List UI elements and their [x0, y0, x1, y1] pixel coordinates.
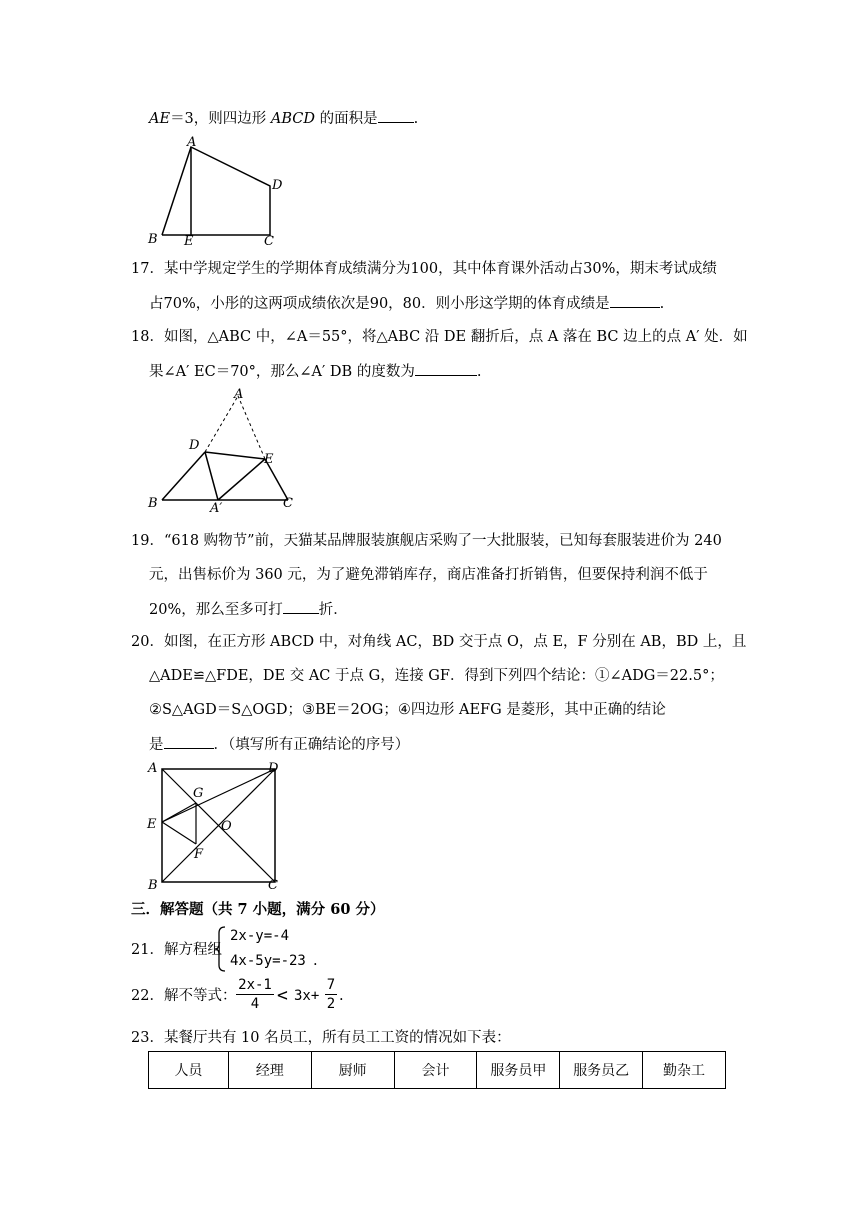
table-header-cell: 服务员乙: [560, 1052, 643, 1089]
label-d: D: [272, 178, 283, 193]
q22-period: .: [339, 988, 344, 1004]
table-header-cell: 会计: [394, 1052, 477, 1089]
q20-line2: △ADE≌△FDE，DE 交 AC 于点 G，连接 GF．得到下列四个结论：①∠ADG＝22.5°；: [149, 668, 724, 684]
q20-line3: ②S△AGD＝S△OGD；③BE＝2OG；④四边形 AEFG 是菱形，其中正确的结论: [149, 702, 666, 718]
q21-line: 21．解方程组: [131, 942, 222, 958]
q19-line3: 20%，那么至多可打 折．: [149, 599, 348, 620]
label-a-prime: A′: [210, 501, 223, 513]
label-a: A: [234, 388, 244, 402]
table-row: [149, 1052, 726, 1089]
q22-fraction-rhs: 7 2: [326, 977, 336, 1012]
label-d: D: [189, 438, 200, 453]
salary-table: [148, 1051, 726, 1089]
q17-line1: 17．某中学规定学生的学期体育成绩满分为100，其中体育课外活动占30%，期末考试成绩: [131, 261, 717, 277]
label-e: E: [184, 234, 194, 249]
q22-rhs: 3x+: [294, 988, 320, 1004]
q19-line2: 元，出售标价为 360 元，为了避免滞销库存，商店准备打折销售，但要保持利润不低于: [149, 567, 708, 583]
q18-line1: 18．如图，△ABC 中，∠A＝55°，将△ABC 沿 DE 翻折后，点 A 落在 BC 边上的点 A′ 处．如: [131, 329, 748, 345]
section-heading: 三．解答题（共 7 小题，满分 60 分）: [131, 901, 385, 918]
q20-line4: 是 ．（填写所有正确结论的序号）: [149, 734, 409, 755]
q21-eq1: 2x-y=-4: [230, 928, 290, 944]
table-header-cell: 服务员甲: [477, 1052, 560, 1089]
label-b: B: [148, 496, 158, 511]
table-header-cell: 勤杂工: [643, 1052, 726, 1089]
label-c: C: [268, 878, 278, 892]
q22-line: 22．解不等式：: [131, 988, 237, 1004]
label-e: E: [264, 452, 274, 467]
q22-less-than: <: [277, 985, 288, 1006]
q18-figure: [140, 388, 300, 513]
q16-figure: [145, 135, 295, 250]
label-d: D: [268, 761, 279, 776]
label-f: F: [194, 847, 204, 862]
q19-line1: 19．“618 购物节”前，天猫某品牌服装旗舰店采购了一大批服装，已知每套服装进价为 240: [131, 533, 722, 549]
table-header-cell: 人员: [149, 1052, 229, 1089]
label-b: B: [148, 878, 158, 892]
q21-eq2: 4x-5y=-23: [230, 953, 306, 969]
table-header-cell: 经理: [228, 1052, 311, 1089]
q17-line2: 占70%，小彤的这两项成绩依次是90，80．则小彤这学期的体育成绩是 .: [149, 293, 664, 314]
label-e: E: [147, 817, 157, 832]
q23-line: 23．某餐厅共有 10 名员工，所有员工工资的情况如下表：: [131, 1030, 511, 1046]
q21-brace: [214, 925, 228, 973]
q21-period: .: [313, 953, 318, 969]
q16-line: AE＝3，则四边形 ABCD 的面积是 .: [149, 108, 418, 129]
label-b: B: [148, 232, 158, 247]
label-o: O: [221, 819, 232, 834]
q20-figure: [143, 758, 293, 892]
table-header-cell: 厨师: [311, 1052, 394, 1089]
label-g: G: [193, 786, 204, 801]
label-c: C: [264, 234, 274, 249]
q18-line2: 果∠A′ EC＝70°，那么∠A′ DB 的度数为 .: [149, 361, 481, 382]
label-a: A: [187, 135, 197, 150]
q22-fraction-lhs: 2x-1 4: [236, 976, 274, 1013]
q20-line1: 20．如图，在正方形 ABCD 中，对角线 AC，BD 交于点 O，点 E，F 分别在 AB，BD 上，且: [131, 634, 747, 650]
label-c: C: [283, 496, 293, 511]
label-a: A: [148, 761, 158, 776]
